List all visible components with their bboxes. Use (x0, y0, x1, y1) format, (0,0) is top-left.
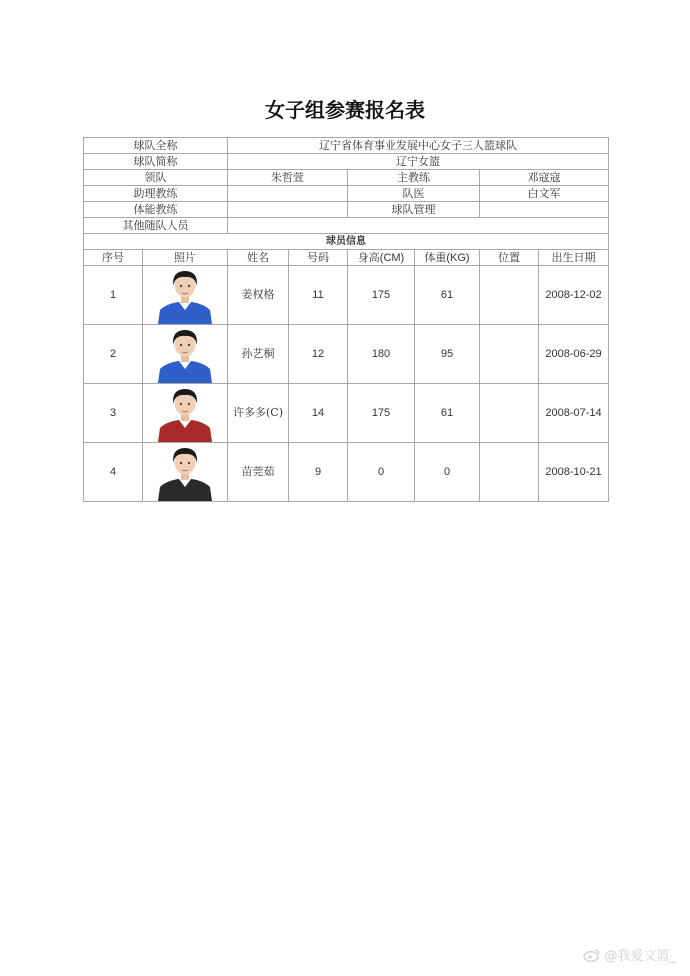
player-weight: 61 (415, 266, 480, 325)
player-photo (143, 266, 228, 325)
watermark-text: @我爱文篮_ (604, 949, 676, 964)
row-short-name (84, 154, 609, 170)
player-name: 许多多(C) (228, 384, 289, 443)
player-photo-image (156, 266, 214, 324)
header-name: 姓名 (228, 250, 289, 266)
registration-table (83, 137, 609, 502)
player-height: 175 (348, 384, 415, 443)
player-height: 180 (348, 325, 415, 384)
others-value (228, 218, 609, 234)
row-section-title (84, 234, 609, 250)
player-position (480, 325, 539, 384)
player-header-row (84, 250, 609, 266)
watermark (583, 945, 676, 964)
head-coach-label: 主教练 (348, 170, 480, 186)
header-weight: 体重(KG) (415, 250, 480, 266)
player-position (480, 443, 539, 502)
player-position (480, 266, 539, 325)
players-section-title: 球员信息 (84, 234, 609, 250)
player-row (84, 325, 609, 384)
leader-value: 朱哲萱 (228, 170, 348, 186)
head-coach-value: 邓寇寇 (480, 170, 609, 186)
weibo-icon (583, 948, 601, 962)
player-number: 14 (289, 384, 348, 443)
assistant-coach-label: 助理教练 (84, 186, 228, 202)
player-row (84, 443, 609, 502)
header-position: 位置 (480, 250, 539, 266)
row-leader (84, 170, 609, 186)
row-assistant (84, 186, 609, 202)
player-index: 3 (84, 384, 143, 443)
full-name-label: 球队全称 (84, 138, 228, 154)
player-index: 4 (84, 443, 143, 502)
player-name: 孙艺桐 (228, 325, 289, 384)
player-height: 0 (348, 443, 415, 502)
row-full-name (84, 138, 609, 154)
assistant-coach-value (228, 186, 348, 202)
player-rows (84, 266, 609, 502)
player-number: 9 (289, 443, 348, 502)
manager-label: 球队管理 (348, 202, 480, 218)
manager-value (480, 202, 609, 218)
player-weight: 61 (415, 384, 480, 443)
player-index: 1 (84, 266, 143, 325)
player-birth: 2008-12-02 (539, 266, 609, 325)
player-birth: 2008-07-14 (539, 384, 609, 443)
full-name-value: 辽宁省体育事业发展中心女子三人篮球队 (228, 138, 609, 154)
player-name: 苗莞茹 (228, 443, 289, 502)
others-label: 其他随队人员 (84, 218, 228, 234)
doctor-label: 队医 (348, 186, 480, 202)
player-photo (143, 325, 228, 384)
header-number: 号码 (289, 250, 348, 266)
player-birth: 2008-10-21 (539, 443, 609, 502)
player-row (84, 384, 609, 443)
header-height: 身高(CM) (348, 250, 415, 266)
short-name-value: 辽宁女篮 (228, 154, 609, 170)
player-position (480, 384, 539, 443)
player-photo (143, 384, 228, 443)
form-title: 女子组参赛报名表 (265, 98, 425, 122)
row-fitness (84, 202, 609, 218)
player-birth: 2008-06-29 (539, 325, 609, 384)
fitness-coach-label: 体能教练 (84, 202, 228, 218)
player-photo (143, 443, 228, 502)
player-row (84, 266, 609, 325)
header-index: 序号 (84, 250, 143, 266)
doctor-value: 白文军 (480, 186, 609, 202)
player-weight: 95 (415, 325, 480, 384)
player-number: 12 (289, 325, 348, 384)
player-number: 11 (289, 266, 348, 325)
player-index: 2 (84, 325, 143, 384)
player-photo-image (156, 325, 214, 383)
leader-label: 领队 (84, 170, 228, 186)
player-weight: 0 (415, 443, 480, 502)
player-photo-image (156, 443, 214, 501)
fitness-coach-value (228, 202, 348, 218)
row-others (84, 218, 609, 234)
header-birth: 出生日期 (539, 250, 609, 266)
player-height: 175 (348, 266, 415, 325)
short-name-label: 球队简称 (84, 154, 228, 170)
header-photo: 照片 (143, 250, 228, 266)
player-photo-image (156, 384, 214, 442)
player-name: 姜权格 (228, 266, 289, 325)
